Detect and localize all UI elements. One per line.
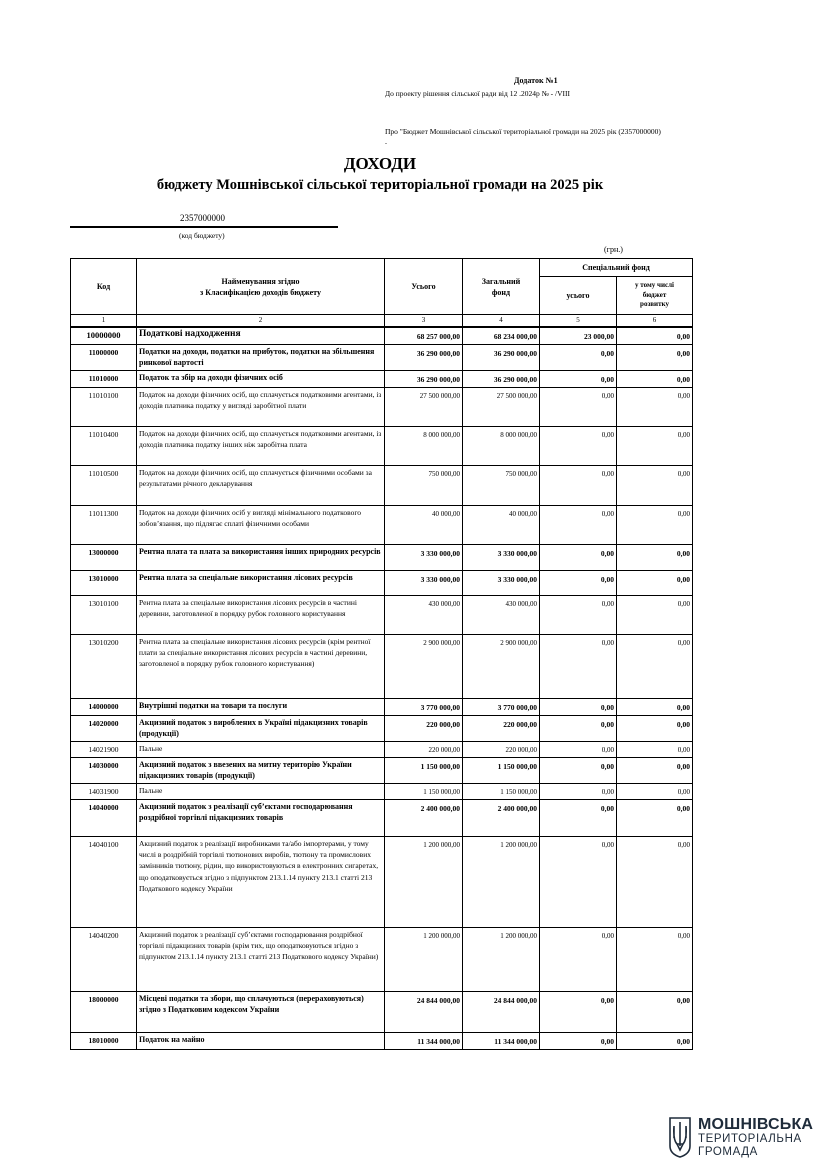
row-total: 3 770 000,00 (385, 698, 463, 715)
row-general-fund: 3 330 000,00 (463, 570, 540, 595)
row-general-fund: 1 200 000,00 (463, 836, 540, 927)
header-development-budget (617, 277, 693, 315)
table-row (71, 570, 693, 595)
col-number: 5 (540, 315, 617, 328)
row-development-budget: 0,00 (617, 741, 693, 757)
row-code: 13000000 (71, 544, 137, 570)
row-code: 11011300 (71, 505, 137, 544)
row-name: Акцизний податок з реалізації суб’єктами господарювання роздрібної торгівлі підакцизних товарів (137, 799, 385, 836)
row-development-budget: 0,00 (617, 387, 693, 426)
row-code: 14030000 (71, 757, 137, 783)
row-special-fund: 0,00 (540, 465, 617, 505)
row-special-fund: 0,00 (540, 570, 617, 595)
row-total: 11 344 000,00 (385, 1032, 463, 1049)
header-name-line1: Найменування згідно (221, 276, 300, 286)
annex-about-line: Про "Бюджет Мошнівської сільської територіальної громади на 2025 рік (2357000000) (385, 127, 661, 136)
row-general-fund: 36 290 000,00 (463, 370, 540, 387)
row-name: Рентна плата за спеціальне використання лісових ресурсів (крім рентної плати за спеціальне використання лісових ресурсів в частині деревини, заготовленої в порядку рубок головного користування) (137, 634, 385, 698)
table-row (71, 634, 693, 698)
row-total: 220 000,00 (385, 741, 463, 757)
row-total: 3 330 000,00 (385, 570, 463, 595)
row-general-fund: 68 234 000,00 (463, 327, 540, 344)
row-code: 14040000 (71, 799, 137, 836)
table-row (71, 426, 693, 465)
row-general-fund: 1 150 000,00 (463, 757, 540, 783)
row-name: Пальне (137, 783, 385, 799)
row-code: 11010000 (71, 370, 137, 387)
row-name: Акцизний податок з ввезених на митну територію України підакцизних товарів (продукції) (137, 757, 385, 783)
budget-code-label: (код бюджету) (179, 231, 225, 240)
table-row (71, 991, 693, 1032)
header-name-line2: з Класифікацією доходів бюджету (200, 287, 321, 297)
col-number: 3 (385, 315, 463, 328)
row-total: 750 000,00 (385, 465, 463, 505)
table-row (71, 327, 693, 344)
row-development-budget: 0,00 (617, 595, 693, 634)
row-general-fund: 2 400 000,00 (463, 799, 540, 836)
page-title: ДОХОДИ (343, 154, 417, 173)
community-logo (668, 1116, 818, 1160)
row-total: 430 000,00 (385, 595, 463, 634)
row-total: 1 200 000,00 (385, 927, 463, 991)
table-row (71, 715, 693, 741)
row-code: 11010400 (71, 426, 137, 465)
table-row (71, 544, 693, 570)
row-special-fund: 0,00 (540, 836, 617, 927)
row-code: 13010200 (71, 634, 137, 698)
row-general-fund: 220 000,00 (463, 715, 540, 741)
row-total: 1 150 000,00 (385, 757, 463, 783)
row-development-budget: 0,00 (617, 465, 693, 505)
row-special-fund: 0,00 (540, 715, 617, 741)
row-total: 68 257 000,00 (385, 327, 463, 344)
row-special-fund: 0,00 (540, 799, 617, 836)
row-general-fund: 27 500 000,00 (463, 387, 540, 426)
table-row (71, 927, 693, 991)
col-number: 1 (71, 315, 137, 328)
row-general-fund: 40 000,00 (463, 505, 540, 544)
table-row (71, 836, 693, 927)
row-total: 24 844 000,00 (385, 991, 463, 1032)
row-code: 14021900 (71, 741, 137, 757)
row-development-budget: 0,00 (617, 344, 693, 370)
row-name: Податок на доходи фізичних осіб у вигляді мінімального податкового зобов’язання, що підлягає сплаті фізичними особами (137, 505, 385, 544)
table-row (71, 595, 693, 634)
annex-title: Додаток №1 (514, 76, 558, 85)
header-general-line1: Загальний (481, 276, 521, 286)
row-development-budget: 0,00 (617, 570, 693, 595)
header-general-fund (463, 259, 540, 315)
row-special-fund: 0,00 (540, 387, 617, 426)
row-total: 2 900 000,00 (385, 634, 463, 698)
row-development-budget: 0,00 (617, 836, 693, 927)
row-total: 220 000,00 (385, 715, 463, 741)
header-dev-line3: розвитку (640, 300, 669, 309)
col-number: 2 (137, 315, 385, 328)
row-name: Рентна плата за спеціальне використання лісових ресурсів (137, 570, 385, 595)
header-general-line2: фонд (491, 287, 511, 297)
row-development-budget: 0,00 (617, 783, 693, 799)
row-special-fund: 0,00 (540, 634, 617, 698)
row-development-budget: 0,00 (617, 991, 693, 1032)
row-total: 8 000 000,00 (385, 426, 463, 465)
row-general-fund: 430 000,00 (463, 595, 540, 634)
row-development-budget: 0,00 (617, 327, 693, 344)
row-code: 10000000 (71, 327, 137, 344)
table-row (71, 757, 693, 783)
row-code: 14040200 (71, 927, 137, 991)
row-general-fund: 3 770 000,00 (463, 698, 540, 715)
row-special-fund: 0,00 (540, 544, 617, 570)
page-subtitle: бюджету Мошнівської сільської територіальної громади на 2025 рік (156, 177, 604, 193)
row-special-fund: 0,00 (540, 344, 617, 370)
header-dev-line2: бюджет (642, 290, 667, 299)
row-total: 3 330 000,00 (385, 544, 463, 570)
logo-line3: ГРОМАДА (698, 1146, 758, 1158)
row-name: Акцизний податок з вироблених в Україні підакцизних товарів (продукції) (137, 715, 385, 741)
row-name: Податок та збір на доходи фізичних осіб (137, 370, 385, 387)
row-name: Податки на доходи, податки на прибуток, податки на збільшення ринкової вартості (137, 344, 385, 370)
row-development-budget: 0,00 (617, 715, 693, 741)
row-general-fund: 220 000,00 (463, 741, 540, 757)
logo-line2: ТЕРИТОРІАЛЬНА (698, 1133, 802, 1145)
header-dev-line1: у тому числі (635, 281, 674, 290)
row-general-fund: 11 344 000,00 (463, 1032, 540, 1049)
row-code: 14000000 (71, 698, 137, 715)
table-row (71, 344, 693, 370)
row-total: 36 290 000,00 (385, 370, 463, 387)
row-general-fund: 24 844 000,00 (463, 991, 540, 1032)
row-name: Податок на доходи фізичних осіб, що сплачується фізичними особами за результатами річного декларування (137, 465, 385, 505)
row-special-fund: 0,00 (540, 370, 617, 387)
row-general-fund: 2 900 000,00 (463, 634, 540, 698)
row-code: 11010100 (71, 387, 137, 426)
table-row (71, 465, 693, 505)
row-code: 18010000 (71, 1032, 137, 1049)
row-general-fund: 1 200 000,00 (463, 927, 540, 991)
row-total: 36 290 000,00 (385, 344, 463, 370)
logo-line1: МОШНІВСЬКА (698, 1116, 814, 1133)
row-name: Податок на майно (137, 1032, 385, 1049)
row-development-budget: 0,00 (617, 505, 693, 544)
row-general-fund: 750 000,00 (463, 465, 540, 505)
row-general-fund: 8 000 000,00 (463, 426, 540, 465)
table-row (71, 741, 693, 757)
row-development-budget: 0,00 (617, 1032, 693, 1049)
row-total: 40 000,00 (385, 505, 463, 544)
row-special-fund: 0,00 (540, 757, 617, 783)
row-general-fund: 36 290 000,00 (463, 344, 540, 370)
row-code: 11010500 (71, 465, 137, 505)
row-special-fund: 0,00 (540, 505, 617, 544)
row-special-fund: 0,00 (540, 698, 617, 715)
row-development-budget: 0,00 (617, 757, 693, 783)
row-name: Акцизний податок з реалізації суб’єктами господарювання роздрібної торгівлі підакцизних товарів (крім тих, що оподатковуються згідно з підпунктом 213.1.14 пункту 213.1 статті 213 Податкового кодексу України) (137, 927, 385, 991)
row-name: Рентна плата та плата за використання інших природних ресурсів (137, 544, 385, 570)
row-special-fund: 0,00 (540, 595, 617, 634)
column-numbers-row (71, 315, 693, 328)
header-special-fund: Спеціальний фонд (540, 259, 693, 277)
row-special-fund: 0,00 (540, 1032, 617, 1049)
currency-label: (грн.) (604, 245, 623, 254)
trident-icon (668, 1116, 692, 1158)
row-total: 2 400 000,00 (385, 799, 463, 836)
row-development-budget: 0,00 (617, 634, 693, 698)
header-special-total: усього (540, 277, 617, 315)
row-code: 18000000 (71, 991, 137, 1032)
row-code: 14020000 (71, 715, 137, 741)
row-general-fund: 3 330 000,00 (463, 544, 540, 570)
row-development-budget: 0,00 (617, 544, 693, 570)
header-name (137, 259, 385, 315)
row-code: 13010000 (71, 570, 137, 595)
col-number: 6 (617, 315, 693, 328)
row-name: Податок на доходи фізичних осіб, що сплачується податковими агентами, із доходів платника податку у вигляді заробітної плати (137, 387, 385, 426)
row-special-fund: 0,00 (540, 991, 617, 1032)
row-name: Податкові надходження (137, 327, 385, 344)
row-special-fund: 0,00 (540, 741, 617, 757)
row-name: Внутрішні податки на товари та послуги (137, 698, 385, 715)
row-special-fund: 0,00 (540, 783, 617, 799)
row-name: Місцеві податки та збори, що сплачуються (перераховуються) згідно з Податковим кодексом України (137, 991, 385, 1032)
row-development-budget: 0,00 (617, 698, 693, 715)
row-development-budget: 0,00 (617, 799, 693, 836)
revenue-table (70, 258, 693, 1050)
table-row (71, 698, 693, 715)
table-row (71, 370, 693, 387)
header-total: Усього (385, 259, 463, 315)
col-number: 4 (463, 315, 540, 328)
row-special-fund: 0,00 (540, 927, 617, 991)
row-code: 13010100 (71, 595, 137, 634)
row-total: 27 500 000,00 (385, 387, 463, 426)
row-code: 14031900 (71, 783, 137, 799)
row-special-fund: 23 000,00 (540, 327, 617, 344)
row-special-fund: 0,00 (540, 426, 617, 465)
row-development-budget: 0,00 (617, 426, 693, 465)
row-name: Акцизний податок з реалізації виробниками та/або імпортерами, у тому числі в роздрібній торгівлі тютюнових виробів, тютюну та промислових замінників тютюну, рідин, що використовуються в електронних сигаретах, що оподатковується згідно з підпунктом 213.1.14 пункту 213.1 статті 213 Податкового кодексу України (137, 836, 385, 927)
annex-dot: . (385, 137, 387, 146)
row-development-budget: 0,00 (617, 927, 693, 991)
table-row (71, 1032, 693, 1049)
row-name: Рентна плата за спеціальне використання лісових ресурсів в частині деревини, заготовленої в порядку рубок головного користування (137, 595, 385, 634)
header-code: Код (71, 259, 137, 315)
table-row (71, 387, 693, 426)
row-code: 11000000 (71, 344, 137, 370)
annex-decision-line: До проекту рішення сільської ради від 12 .2024р № - /VIII (385, 89, 570, 98)
table-row (71, 783, 693, 799)
row-total: 1 150 000,00 (385, 783, 463, 799)
row-total: 1 200 000,00 (385, 836, 463, 927)
table-row (71, 799, 693, 836)
budget-code-underline (70, 226, 338, 228)
row-development-budget: 0,00 (617, 370, 693, 387)
table-row (71, 505, 693, 544)
budget-code: 2357000000 (180, 213, 225, 223)
row-general-fund: 1 150 000,00 (463, 783, 540, 799)
row-name: Пальне (137, 741, 385, 757)
row-code: 14040100 (71, 836, 137, 927)
row-name: Податок на доходи фізичних осіб, що сплачується податковими агентами, із доходів платника податку інших ніж заробітна плата (137, 426, 385, 465)
